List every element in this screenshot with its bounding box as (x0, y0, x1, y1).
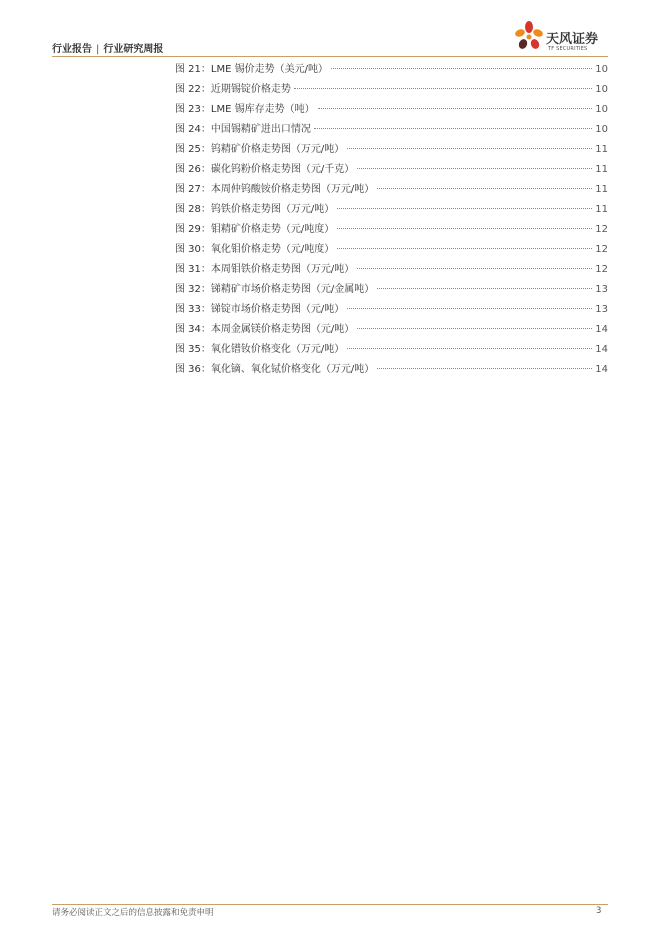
toc-entry-label: 图 25：钨精矿价格走势图（万元/吨） (175, 144, 345, 155)
toc-entry[interactable] (175, 140, 608, 160)
toc-dot-leader (377, 368, 592, 369)
toc-entry-page: 10 (595, 104, 608, 115)
toc-entry-page: 12 (595, 244, 608, 255)
toc-dot-leader (357, 268, 592, 269)
toc-dot-leader (377, 288, 592, 289)
toc-dot-leader (357, 168, 592, 169)
toc-entry-page: 11 (595, 184, 608, 195)
toc-dot-leader (357, 328, 592, 329)
toc-entry[interactable] (175, 180, 608, 200)
footer-disclaimer: 请务必阅读正文之后的信息披露和免责申明 (52, 908, 214, 918)
toc-entry[interactable] (175, 100, 608, 120)
toc-entry-label: 图 34：本周金属镁价格走势图（元/吨） (175, 324, 355, 335)
toc-entry[interactable] (175, 340, 608, 360)
logo-english-name: TF SECURITIES (548, 46, 588, 52)
header-separator: | (96, 44, 100, 55)
toc-dot-leader (347, 148, 592, 149)
toc-entry-page: 14 (595, 344, 608, 355)
company-logo (512, 20, 608, 54)
toc-entry[interactable] (175, 260, 608, 280)
toc-entry[interactable] (175, 220, 608, 240)
page-number: 3 (596, 906, 602, 916)
report-category (52, 40, 163, 55)
toc-dot-leader (314, 128, 592, 129)
toc-entry-page: 14 (595, 324, 608, 335)
toc-entry-page: 11 (595, 164, 608, 175)
toc-entry-page: 14 (595, 364, 608, 375)
toc-entry-label: 图 26：碳化钨粉价格走势图（元/千克） (175, 164, 355, 175)
toc-entry-label: 图 35：氧化镨钕价格变化（万元/吨） (175, 344, 345, 355)
toc-entry-label: 图 28：钨铁价格走势图（万元/吨） (175, 204, 335, 215)
toc-entry-label: 图 22：近期锡锭价格走势 (175, 84, 291, 95)
toc-entry-label: 图 30：氧化钼价格走势（元/吨度） (175, 244, 335, 255)
toc-entry[interactable] (175, 240, 608, 260)
toc-entry[interactable] (175, 320, 608, 340)
logo-chinese-name: 天风证券 (546, 32, 599, 47)
toc-entry[interactable] (175, 360, 608, 380)
toc-dot-leader (377, 188, 592, 189)
toc-entry-label: 图 31：本周钼铁价格走势图（万元/吨） (175, 264, 355, 275)
page-header (52, 20, 608, 56)
toc-dot-leader (347, 348, 592, 349)
toc-entry[interactable] (175, 120, 608, 140)
report-type-label: 行业报告 (52, 44, 92, 55)
toc-entry-label: 图 23：LME 锡库存走势（吨） (175, 104, 315, 115)
toc-entry[interactable] (175, 300, 608, 320)
toc-dot-leader (331, 68, 592, 69)
toc-dot-leader (337, 208, 592, 209)
toc-entry-label: 图 33：锑锭市场价格走势图（元/吨） (175, 304, 345, 315)
flower-logo-icon (512, 20, 546, 54)
toc-dot-leader (337, 228, 592, 229)
toc-dot-leader (347, 308, 592, 309)
toc-entry[interactable] (175, 280, 608, 300)
footer-divider (52, 904, 608, 905)
toc-entry-label: 图 24：中国锡精矿进出口情况 (175, 124, 311, 135)
toc-entry[interactable] (175, 60, 608, 80)
toc-entry[interactable] (175, 80, 608, 100)
report-subtype-label: 行业研究周报 (103, 44, 164, 55)
toc-entry-page: 10 (595, 64, 608, 75)
toc-entry-label: 图 21：LME 锡价走势（美元/吨） (175, 64, 328, 75)
toc-dot-leader (294, 88, 592, 89)
toc-dot-leader (337, 248, 592, 249)
toc-entry-label: 图 32：锑精矿市场价格走势图（元/金属吨） (175, 284, 375, 295)
toc-entry-label: 图 27：本周仲钨酸铵价格走势图（万元/吨） (175, 184, 375, 195)
toc-dot-leader (318, 108, 593, 109)
toc-entry-page: 12 (595, 224, 608, 235)
toc-entry-page: 11 (595, 204, 608, 215)
toc-entry-page: 10 (595, 124, 608, 135)
header-divider (52, 56, 608, 57)
toc-entry[interactable] (175, 200, 608, 220)
figure-index (175, 60, 608, 380)
toc-entry-page: 10 (595, 84, 608, 95)
toc-entry-page: 12 (595, 264, 608, 275)
toc-entry-page: 13 (595, 284, 608, 295)
toc-entry-label: 图 36：氧化镝、氧化铽价格变化（万元/吨） (175, 364, 375, 375)
toc-entry[interactable] (175, 160, 608, 180)
toc-entry-page: 13 (595, 304, 608, 315)
toc-entry-label: 图 29：钼精矿价格走势（元/吨度） (175, 224, 335, 235)
toc-entry-page: 11 (595, 144, 608, 155)
